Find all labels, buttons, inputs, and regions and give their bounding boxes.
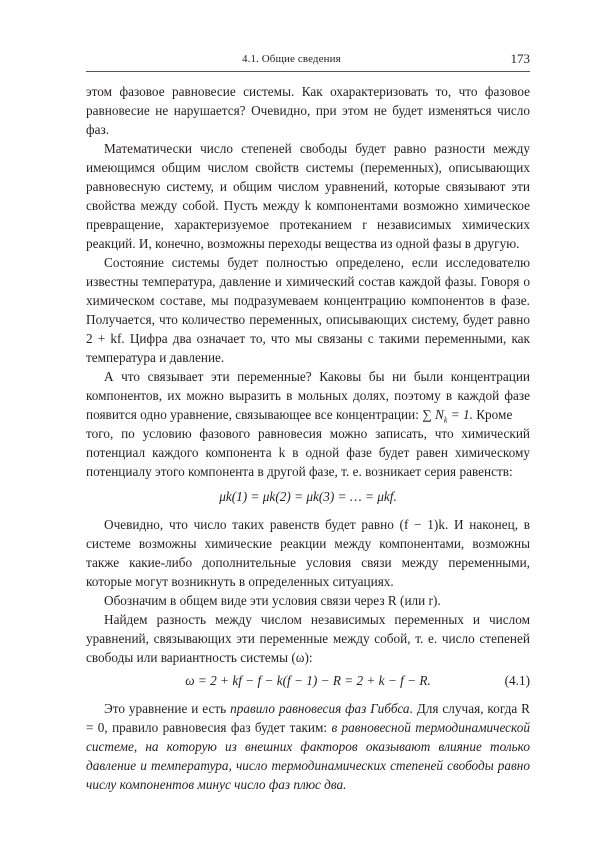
paragraph-8: Найдем разность между числом независимых переменных и числом уравнений, связывающих эти переменные между собой, т. е. число степеней свободы или вариантность системы (ω): <box>86 612 530 665</box>
paragraph-4-end: Кроме <box>476 407 513 422</box>
paragraph-5: того, по условию фазового равновесия можно записать, что химический потенциал каждого компонента k в одной фазе будет равен химическому потенциалу этого компонента в другой фазе, т. е. возникает серия равенств: <box>86 426 530 479</box>
chemical-potential-equalities: μk(1) = μk(2) = μk(3) = … = μkf. <box>219 489 397 504</box>
page-number: 173 <box>510 51 530 66</box>
paragraph-6: Очевидно, что число таких равенств будет равно (f − 1)k. И наконец, в системе возможны химические реакции между компонентами, возможны также какие-либо дополнительные условия связи между переменными, которые могут возникнуть в определенных ситуациях. <box>86 517 530 589</box>
gibbs-phase-rule-equation <box>86 671 530 693</box>
mole-fraction-sum: ∑ $N_k = 1$. <box>422 407 473 425</box>
equation-number: (4.1) <box>504 673 530 688</box>
paragraph-1: этом фазовое равновесие системы. Как охарактеризовать то, что фазовое равновесие не нарушается? Очевидно, при этом не будет изменяться число фаз. <box>86 84 530 137</box>
paragraph-4 <box>86 367 530 424</box>
section-title: 4.1. Общие сведения <box>242 53 341 65</box>
equation-body: ω = 2 + kf − f − k(f − 1) − R = 2 + k − f − R. <box>185 673 431 688</box>
header-rule <box>86 71 530 72</box>
paragraph-7: Обозначим в общем виде эти условия связи через R (или r). <box>104 593 441 608</box>
page-body <box>86 82 530 794</box>
paragraph-3: Состояние системы будет полностью определено, если исследователю известны температура, давление и химический состав каждой фазы. Говоря о химическом составе, мы подразумеваем концентрацию компонентов в фазе. Получается, что количество переменных, описывающих систему, будет равно 2 + kf. Цифра два означает то, что мы связаны с такими переменными, как температура и давление. <box>86 255 530 365</box>
paragraph-2: Математически число степеней свободы будет равно разности между имеющимся общим числом свойств системы (переменных), описывающих равновесную систему, и общим числом уравнений, которые связывают эти свойства между собой. Пусть между k компонентами возможно химическое превращение, характеризуемое протеканием r независимых химических реакций. И, конечно, возможны переходы вещества из одной фазы в другую. <box>86 141 530 251</box>
term-gibbs-rule: правило равновесия фаз Гиббса <box>230 701 410 716</box>
paragraph-4-text: А что связывает эти переменные? Каковы бы ни были концентрации компонентов, их можно выразить в мольных долях, поэтому в каждой фазе появится одно уравнение, связывающее все концентрации: <box>86 369 530 422</box>
running-head <box>86 51 530 69</box>
gibbs-rule-statement: в равновесной термодинамической системе, на которую из внешних факторов оказывают влияние только давление и температура, число термодинамических степеней свободы равно числу компонентов минус число фаз плюс два. <box>86 720 530 792</box>
paragraph-9: Это уравнение и есть правило равновесия фаз Гиббса. Для случая, когда R = 0, правило равновесия фаз будет таким: в равновесной термодинамической системе, на которую из внешних факторов оказывают влияние только давление и температура, число термодинамических степеней свободы равно числу компонентов минус число фаз плюс два. <box>86 701 530 792</box>
